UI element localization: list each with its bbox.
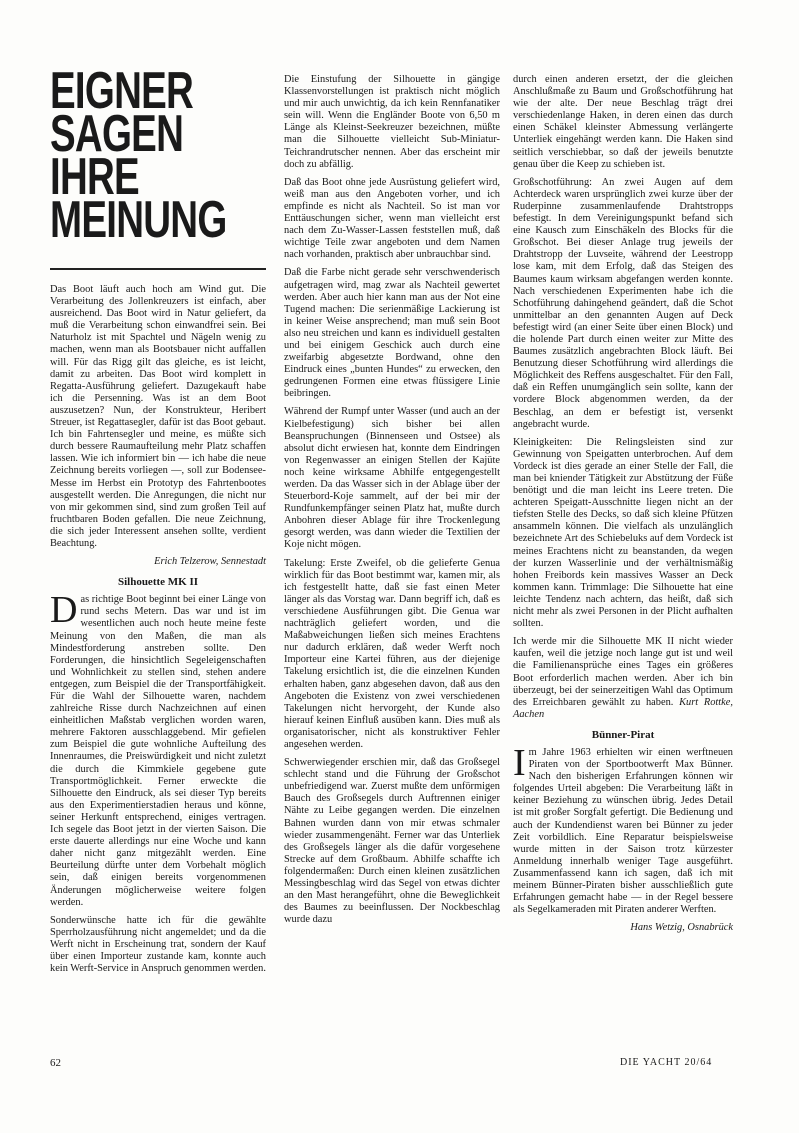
paragraph-text: m Jahre 1963 erhielten wir einen werftneuen Piraten von der Sportbootwerft Max Bünner. Nach den bisherigen Erfahrungen können wir folgendes Urteil abgeben: Die Verarbeitung läßt in keiner Beziehung zu wünschen übrig. Jedes Detail ist mit großer Sorgfalt gefertigt. Die Bedienung und auch der Kundendienst waren bei Bünner zu jeder Zeit vorbildlich. Eine Reparatur beispielsweise wurde mitten in der Saison trotz kürzester Anmeldung innerhalb weniger Tage ausgeführt. Zusammenfassend kann ich sagen, daß ich mit meinem Bünner-Piraten bisher ausschließlich gute Erfahrungen gemacht habe — in der Regel bessere als Segelkameraden mit Piraten anderer Werften.	[513, 746, 733, 916]
headline	[50, 62, 227, 249]
column-2	[284, 74, 500, 932]
paragraph	[50, 589, 266, 908]
section-heading: Silhouette MK II	[117, 576, 199, 589]
paragraph: Während der Rumpf unter Wasser (und auch an der Kielbefestigung) sich bisher bei allen Beanspruchungen (Binnenseen und Ostsee) als absolut dicht erwiesen hat, konnte dem Eindringen von Regenwasser an einigen Stellen der Kajüte noch keine wirksame Abhilfe entgegengestellt werden. Da das Wasser sich in der Ablage über der Steuerbord-Koje sammelt, auf der bei mir der Rundfunkempfänger seinen Platz hat, mußte durch Anbohren dieser Ablage für ihre Trockenlegung gesorgt werden, was dann wieder die Textilien der Koje nicht mögen.	[284, 406, 500, 551]
paragraph: Schwerwiegender erschien mir, daß das Großsegel schlecht stand und die Führung der Großschot unbefriedigend war. Zuerst mußte dem unförmigen Bauch des Großsegels durch Auftrennen einiger Nähte zu Leibe gegangen werden. Die einzelnen Bahnen wurden dann von mir etwas schmaler wieder zusammengenäht. Ferner war das Unterliek des Großsegels länger als die dafür vorgesehene Strecke auf dem Großbaum. Abhilfe schaffte ich folgendermaßen: Durch einen kleinen zusätzlichen Messingbeschlag wird das Segel von etwas dichter an den Mast herangeführt, ohne die Beweglichkeit des Baumes zu beeinflussen. Der Nockbeschlag wurde dazu	[284, 757, 500, 926]
paragraph	[513, 741, 733, 916]
section-heading: Bünner-Pirat	[591, 728, 655, 741]
paragraph: Daß die Farbe nicht gerade sehr verschwenderisch aufgetragen wird, mag zwar als Nachteil gewertet werden. Aber auch hier kann man aus der Not eine Tugend machen: Die serienmäßige Lackierung ist in keiner Weise ansprechend; man muß sein Boot also neu streichen und kann es individuell gestalten und bei einigem Geschick auch durch eine zweifarbig abgesetzte Bordwand, ohne den Eindruck eines „bunten Hundes“ zu erwecken, den gedrungenen Formen eine etwas flüssigere Linie beibringen.	[284, 267, 500, 400]
column-3	[513, 74, 733, 940]
column-1	[50, 284, 266, 981]
paragraph: Daß das Boot ohne jede Ausrüstung geliefert wird, weiß man aus den Angeboten vorher, und ich empfinde es nicht als Nachteil. So ist man vor Enttäuschungen sicher, wenn man vielleicht erst nach dem Zu-Wasser-Lassen feststellen muß, daß wichtige Teile zwar angeboten und dem Namen nach vorhanden, praktisch aber unbrauchbar sind.	[284, 176, 500, 261]
paragraph: Takelung: Erste Zweifel, ob die gelieferte Genua wirklich für das Boot bestimmt war, kamen mir, als ich festgestellt hatte, daß sie fast einen Meter länger als das Vorstag war. Dann begriff ich, daß es verschiedene Ausführungen gibt. Die Genua war nachträglich geliefert worden, und die Maßabweichungen ließen sich meines Erachtens nur dadurch erklären, daß weder Werft noch Importeur eine Kartei führen, aus der diejenige Takelung ersichtlich ist, die die einzelnen Kunden erhalten haben, ganz abgesehen davon, daß aus den Angeboten die Existenz von zwei verschiedenen Takelungen nicht hervorgeht, der Kunde also hierauf keinen Einfluß ausüben kann. Dies muß als organisatorischer, nicht als konstruktiver Fehler angesehen werden.	[284, 557, 500, 750]
paragraph: Das Boot läuft auch hoch am Wind gut. Die Verarbeitung des Jollenkreuzers ist einfach, aber ausreichend. Das Boot wird in Natur geliefert, da muß die Verarbeitung schon einwandfrei sein. Bei Naturholz ist mit Spachtel und Nägeln wenig zu machen, wenn man als Bootsbauer nicht auffallen will. Für das Rigg gilt das gleiche, es ist leicht, damit zu arbeiten. Das Boot wird komplett in Regatta-Ausführung geliefert. Dazugekauft habe ich die Persenning. Was ist an dem Boot auszusetzen? Nun, der Konstrukteur, Heribert Streuer, ist Regattasegler, dafür ist das Boot gebaut. Ich bin Fahrtensegler und meine, es müßte sich durch bessere Raumaufteilung mehr Platz schaffen lassen. Wie ich informiert bin — ich habe die neue Zeichnung bereits vorliegen —, soll zur Bodensee-Messe im Herbst ein Prototyp des Fahrtenbootes ausgestellt werden. Die Anregungen, die nicht nur von mir gekommen sind, sind zum großen Teil auf fruchtbaren Boden gefallen. Die neue Zeichnung, die sich jeder Interessent ansehen sollte, verdient Beachtung.	[50, 284, 266, 549]
paragraph: Großschotführung: An zwei Augen auf dem Achterdeck waren ursprünglich zwei kurze über der Ruderpinne zusammenlaufende Drahtstropps befestigt. In dem Vereinigungspunkt befand sich eine Kausch zum Einschäkeln des Blocks für die Großschot. Bei dieser Anlage trug jeweils der Drahtstropp der Luvseite, während der Leestropp lose kam, mit dem Erfolg, daß das Steigen des Baumes kaum wirksam abgefangen werden konnte. Nach verschiedenen Experimenten habe ich die Schotführung dahingehend geändert, daß die Schot unmittelbar an den genannten Augen auf Deck befestigt wird (an einer Seite über einen Block) und die holende Part durch einen weiter zur Mitte des Baumes zusätzlich angebrachten Block läuft. Bei Benutzung dieser Schotführung wird allerdings die Möglichkeit des Reffens ausgeschaltet. Für den Fall, daß ein Reffen unumgänglich sein sollte, kann der vordere Block abgenommen werden, da der Beschlag, an dem er befestigt ist, versenkt angebracht wurde.	[513, 176, 733, 430]
drop-cap: I	[513, 741, 526, 784]
author-signature: Hans Wetzig, Osnabrück	[630, 922, 733, 934]
publication-footer: DIE YACHT 20/64	[620, 1057, 713, 1068]
paragraph-text: as richtige Boot beginnt bei einer Länge von rund sechs Metern. Das war und ist im wesentlichen auch noch heute meine feste Meinung von den Maßen, die man als Mindestforderung anstreben sollte. Den Forderungen, die hinsichtlich Segeleigenschaften und Wohnlichkeit zu stellen sind, stehen andere entgegen, zum Beispiel die der Transportfähigkeit. Für die Wahl der Silhouette waren, nachdem zahlreiche Risse durch Nachzeichnen auf einen einheitlichen Maßstab verglichen worden waren, mehrere Faktoren ausschlaggebend. Mir gefielen zum Beispiel die gute wohnliche Aufteilung des Innenraumes, die Preiswürdigkeit und nicht zuletzt die durch die Kimmkiele gegebene gute Transportmöglichkeit. Ferner erweckte die Silhouette den Eindruck, als sei dieser Typ bereits aus den Experimentierstadien heraus und könne, seiner Herkunft entsprechend, einiges vertragen. Ich segele das Boot jetzt in der vierten Saison. Die erste dauerte allerdings nur eine Woche und kann daher nicht ganz mitgezählt werden. Eine Beurteilung dürfte unter dem Vorbehalt möglich sein, daß einigen bereits vorgenommenen Änderungen möglicherweise weitere folgen werden.	[50, 594, 266, 908]
page-number: 62	[50, 1057, 61, 1069]
paragraph	[513, 636, 733, 721]
author-signature: Kurt Rottke, Aachen	[513, 696, 733, 720]
paragraph: durch einen anderen ersetzt, der die gleichen Anschlußmaße zu Baum und Großschotführung hat wie der alte. Der neue Beschlag trägt drei verschiedenlange Haken, in deren einen das durch einen Schäkel kleinster Abmessung verlängerte Unterliek eingehängt werden kann. Die Haken sind seitlich verschiebbar, so daß der jeweils benutzte genau über die Keep zu schieben ist.	[513, 74, 733, 170]
paragraph: Kleinigkeiten: Die Relingsleisten sind zur Gewinnung von Speigatten unterbrochen. Auf dem Vordeck ist dies gerade an einer Stelle der Fall, die man bei kniender Tätigkeit zur Abstützung der Füße benötigt und die man leicht ins Leere treten. Die achteren Speigatt-Ausschnitte liegen nicht an der tiefsten Stelle des Decks, so daß sich kleine Pfützen ansammeln können. Die vielfach als unzulänglich bezeichnete Art des Schiebeluks auf dem Vordeck ist meines Erachtens nicht zu beanstanden, da wegen der kurzen Wasserlinie und der verhältnismäßig hohen Freibords kein massives Wasser an Deck kommen kann. Trimmlage: Die Silhouette hat eine leichte Tendenz nach achtern, das heißt, daß sich nicht mehr als zwei Personen in der Plicht aufhalten sollten.	[513, 436, 733, 630]
headline-line: IHRE	[50, 148, 139, 206]
paragraph: Die Einstufung der Silhouette in gängige Klassenvorstellungen ist praktisch nicht möglich und mir auch unwichtig, da ich kein Rennfanatiker sein will. Wenn die Engländer Boote von 6,50 m Länge als Kleinst-Seekreuzer bezeichnen, müßte man die Silhouette vielleicht Sub-Miniatur-Teichrandrutscher nennen. Aber das erscheint mir doch zu abfällig.	[284, 74, 500, 170]
headline-rule	[50, 268, 266, 270]
author-signature: Erich Telzerow, Sennestadt	[154, 556, 266, 568]
headline-line: MEINUNG	[50, 191, 227, 249]
paragraph-text: Ich werde mir die Silhouette MK II nicht wieder kaufen, weil die jetzige noch lange gut ist und weil die Familienansprüche eines Tages ein größeres Boot erforderlich machen werden. Aber ich bin überzeugt, bei der seinerzeitigen Wahl das Optimum des Erreichbaren gewählt zu haben.	[513, 636, 733, 708]
headline-line: SAGEN	[50, 105, 184, 163]
headline-line: EIGNER	[50, 62, 194, 120]
paragraph: Sonderwünsche hatte ich für die gewählte Sperrholzausführung nicht angemeldet; und da die Werft nicht in Erscheinung trat, sondern der Kauf über einen Importeur zustande kam, konnte auch kein Werft-Service in Anspruch genommen werden.	[50, 914, 266, 975]
drop-cap: D	[50, 589, 78, 632]
